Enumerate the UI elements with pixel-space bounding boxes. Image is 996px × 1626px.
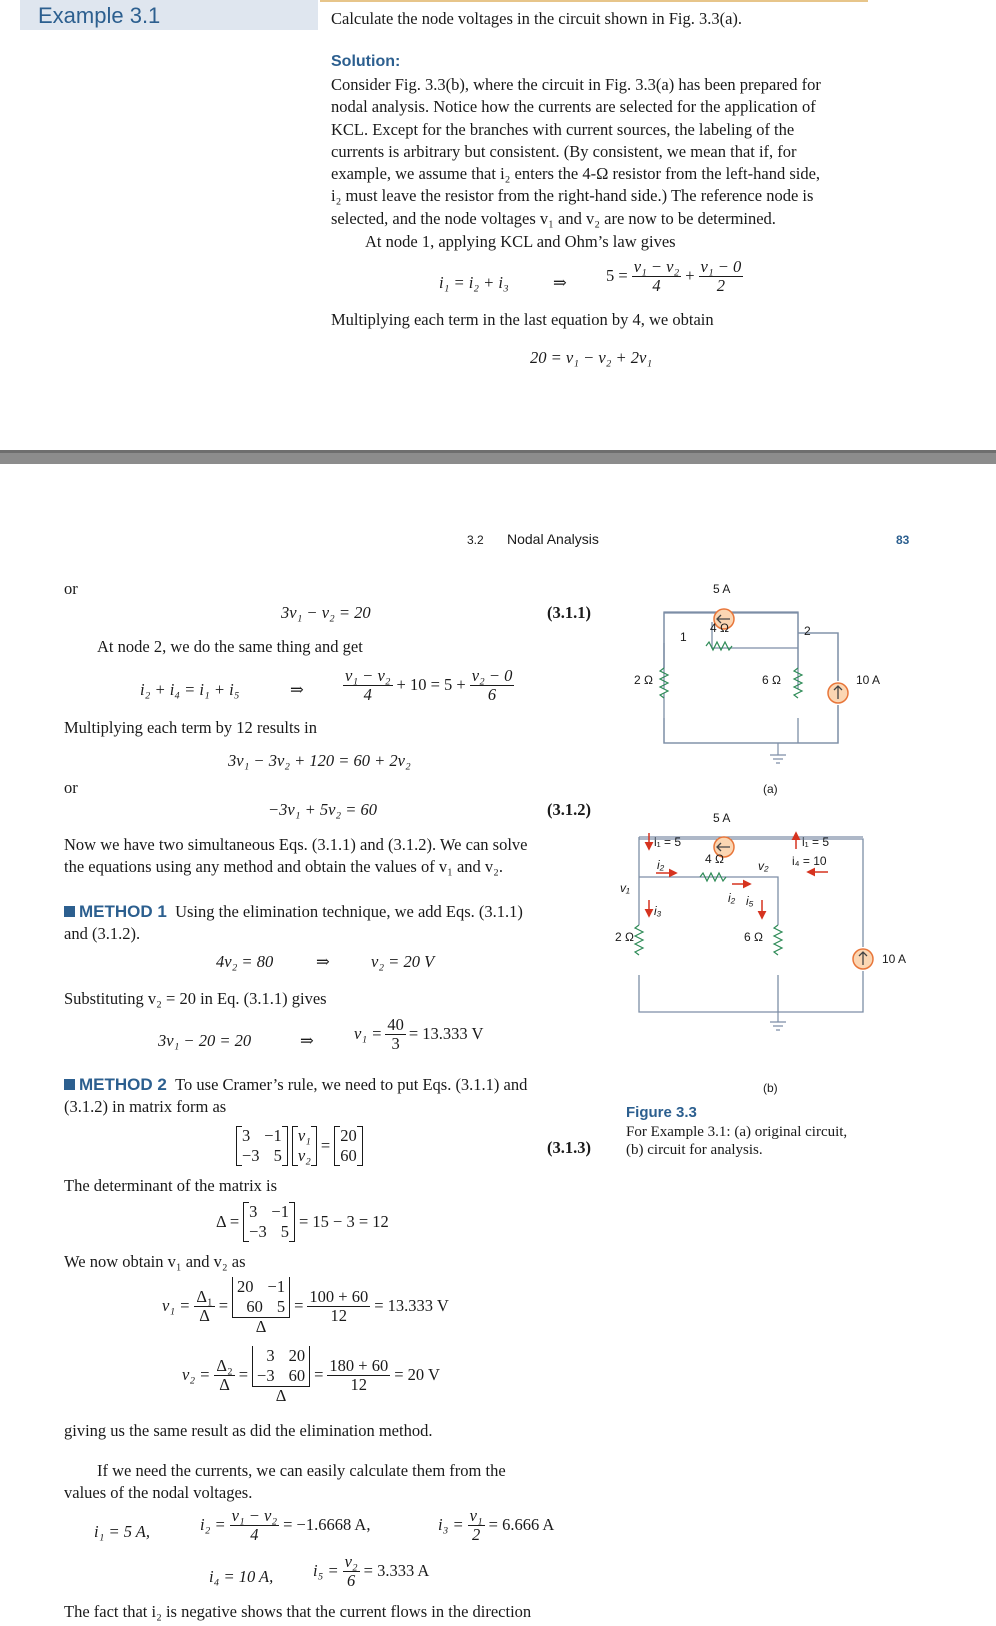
solution-label: Solution: (331, 53, 401, 70)
implies-arrow: ⇒ (290, 680, 304, 699)
matrix-cell: 60 (288, 1366, 306, 1385)
frac-den: Δ (255, 1317, 267, 1336)
determinant-equation (216, 1202, 389, 1242)
implies-arrow: ⇒ (300, 1031, 314, 1050)
frac-den: 4 (652, 276, 661, 296)
fraction (699, 258, 744, 295)
frac-num: Δ₂ (216, 1355, 233, 1375)
para-line: KCL. Except for the branches with current sources, the labeling of the (331, 119, 795, 139)
label-i5: i₅ (746, 894, 754, 908)
para-line: values of the nodal voltages. (64, 1483, 253, 1503)
frac-den: 4 (363, 685, 372, 705)
matrix-cell: 20 (340, 1126, 357, 1145)
ground-icon (770, 1012, 786, 1030)
v1-cramer: v₁ = $\frac{\text{Δ₁}}{\Delta}$ = 20 −1 60 5 Δ = $\frac{100 + 60}{12}$ = 13.333 V (162, 1277, 449, 1336)
problem-statement: Calculate the node voltages in the circuit shown in Fig. 3.3(a). (331, 9, 743, 28)
method2-text: To use Cramer’s rule, we need to put Eqs. (3.1.1) and (175, 1075, 528, 1094)
equation-tag-313: (3.1.3) (547, 1138, 591, 1157)
eq-middle: + 10 = 5 + (396, 675, 466, 695)
page-divider-edge (0, 450, 996, 453)
last-line: The fact that i₂ is negative shows that the current flows in the direction (64, 1602, 532, 1621)
m1-eq-b: v₂ = 20 V (371, 952, 435, 971)
v2-lhs: v₂ = (182, 1365, 211, 1385)
fraction (632, 258, 682, 295)
label-b: (b) (763, 1081, 778, 1095)
unknown-vector (292, 1126, 317, 1166)
ground-icon (770, 743, 786, 763)
fraction (214, 1357, 234, 1394)
para-line: If we need the currents, we can easily calculate them from the (97, 1461, 506, 1480)
caption-line: (b) circuit for analysis. (626, 1142, 763, 1158)
method-marker (64, 1079, 75, 1090)
label-a: (a) (763, 782, 778, 796)
label-2-ohm: 2 Ω (634, 673, 653, 687)
currents-paragraph (64, 1460, 600, 1505)
current-i4: i₄ = 10 A, (209, 1567, 274, 1586)
label-v2: v₂ (758, 859, 769, 873)
label-i1: i₁ = 5 (654, 835, 682, 849)
determinant-line: The determinant of the matrix is (64, 1176, 278, 1195)
label-i4: i₄ = 10 (792, 854, 827, 868)
circuit-b (615, 811, 906, 1095)
matrix-equation (236, 1126, 363, 1166)
figure-caption (626, 1123, 847, 1159)
m1-v1-result (354, 1016, 483, 1053)
label-5a: 5 A (713, 582, 731, 596)
determinant-value: = 15 − 3 = 12 (298, 1211, 389, 1231)
example-header-rule (320, 0, 868, 2)
para-line: example, we assume that i₂ enters the 4-Ω resistor from the left-hand side, (331, 164, 821, 184)
para-line: selected, and the node voltages v₁ and v₂ are now to be determined. (331, 208, 776, 228)
label-i2-b: i₂ (728, 891, 736, 905)
example-label: Example 3.1 (38, 3, 161, 28)
frac-den: Δ (219, 1375, 230, 1395)
matrix-cell: 20 (288, 1346, 306, 1365)
equation-tag-311: (3.1.1) (547, 603, 591, 622)
plus: + (685, 266, 695, 286)
matrix-cell: v₂ (297, 1146, 311, 1165)
eq-120: 3v₁ − 3v₂ + 120 = 60 + 2v₂ (228, 751, 411, 770)
v1-value: = 13.333 V (408, 1024, 484, 1044)
node1-line: At node 1, applying KCL and Ohm’s law gives (365, 232, 676, 251)
matrix-cell: 60 (246, 1297, 263, 1316)
frac-num (232, 1277, 290, 1318)
matrix-cell: −1 (271, 1202, 289, 1221)
implies-arrow: ⇒ (553, 273, 567, 292)
wire (664, 612, 838, 743)
determinant (232, 1277, 290, 1317)
frac-num: v₁ − 0 (700, 257, 742, 276)
i3-value: = 6.666 A (488, 1515, 555, 1535)
frac-den: Δ (275, 1386, 287, 1405)
frac-den: 4 (250, 1525, 259, 1545)
v2-value: = 20 V (394, 1365, 440, 1385)
para-line: i₂ must leave the resistor from the right-hand side.) The reference node is (331, 186, 814, 206)
solution-paragraph (331, 74, 871, 230)
v1-lhs: v₁ = (162, 1296, 191, 1316)
frac-num: v₂ − 0 (471, 666, 513, 685)
matrix-cell: 60 (340, 1146, 357, 1165)
label-2-ohm: 2 Ω (615, 930, 634, 944)
resistor-6-ohm (774, 925, 782, 955)
para-line: currents is arbitrary but consistent. (By consistent, we mean that if, for (331, 141, 797, 161)
frac-num: v₁ − v₂ (345, 666, 391, 685)
kcl-node1-lhs: i₁ = i₂ + i₃ (439, 273, 509, 292)
section-number: 3.2 (467, 533, 484, 547)
matrix-cell: 5 (273, 1146, 282, 1165)
label-6-ohm: 6 Ω (744, 930, 763, 944)
label-i3: i₃ (654, 904, 662, 918)
label-5a: 5 A (713, 811, 731, 825)
or-word: or (64, 579, 78, 598)
para-line: Now we have two simultaneous Eqs. (3.1.1) and (3.1.2). We can solve (64, 835, 528, 854)
frac-num (252, 1346, 310, 1387)
node2-line: At node 2, we do the same thing and get (97, 637, 363, 656)
matrix-cell: 20 (237, 1277, 254, 1296)
frac-num: 100 + 60 (309, 1286, 369, 1306)
label-6-ohm: 6 Ω (762, 673, 781, 687)
caption-line: For Example 3.1: (a) original circuit, (626, 1124, 848, 1140)
para-line: the equations using any method and obtain the values of v₁ and v₂. (64, 857, 504, 877)
or-word: or (64, 778, 78, 797)
fraction (252, 1346, 310, 1405)
circuit-a (634, 582, 880, 796)
frac-num: v₂ (344, 1552, 358, 1571)
equation-311: 3v₁ − v₂ = 20 (281, 603, 371, 622)
i2-value: = −1.6668 A, (283, 1515, 371, 1535)
para-line: nodal analysis. Notice how the currents are selected for the application of (331, 97, 816, 117)
method1-paragraph (64, 901, 523, 946)
label-node-1: 1 (680, 630, 687, 644)
matrix-cell: v₁ (297, 1126, 311, 1145)
frac-num: 40 (387, 1015, 404, 1034)
label-10a: 10 A (856, 673, 881, 687)
method2-paragraph (64, 1074, 527, 1119)
matrix-cell: −1 (264, 1126, 282, 1145)
determinant-matrix (243, 1202, 295, 1242)
fraction (327, 1357, 390, 1394)
matrix-cell: −3 (242, 1146, 260, 1165)
matrix-cell: 5 (280, 1222, 289, 1241)
current-i1: i₁ = 5 A, (94, 1522, 150, 1541)
matrix-cell: 3 (242, 1126, 251, 1145)
fraction (343, 667, 393, 704)
frac-num: 180 + 60 (329, 1355, 389, 1375)
frac-num: v₁ − v₂ (633, 257, 680, 276)
substitute-line: Substituting v₂ = 20 in Eq. (3.1.1) gives (64, 989, 327, 1008)
i2-lhs: i₂ = (200, 1515, 226, 1535)
frac-den: 6 (487, 685, 497, 705)
frac-den: 6 (347, 1571, 356, 1591)
label-4-ohm: 4 Ω (710, 621, 729, 635)
rhs-vector (334, 1126, 363, 1166)
fraction (470, 667, 515, 704)
equals: = (320, 1135, 331, 1155)
obtain-line: We now obtain v₁ and v₂ as (64, 1252, 246, 1271)
label-i2: i₂ (657, 858, 665, 872)
resistor-2-ohm (635, 925, 643, 955)
matrix-cell: 3 (249, 1202, 258, 1221)
method2-tag: METHOD 2 (79, 1075, 167, 1094)
matrix-cell: −3 (257, 1366, 275, 1385)
frac-den: 2 (472, 1525, 481, 1545)
equation-312: −3v₁ + 5v₂ = 60 (268, 800, 378, 819)
frac-num: Δ₁ (196, 1286, 213, 1306)
kcl-node2-lhs: i₂ + i₄ = i₁ + i₅ (140, 680, 240, 699)
matrix-cell: −1 (267, 1277, 286, 1296)
v2-cramer: v₂ = $\frac{\text{Δ₂}}{\Delta}$ = 3 20 −3 60 Δ = $\frac{180 + 60}{12}$ = 20 V (182, 1346, 440, 1405)
matrix-cell: −3 (249, 1222, 267, 1241)
fraction (385, 1016, 406, 1053)
fraction (232, 1277, 290, 1336)
m1-eq-a: 4v₂ = 80 (216, 952, 274, 971)
i3-lhs: i₃ = (438, 1515, 464, 1535)
fraction (343, 1553, 360, 1590)
frac-num: v₁ (469, 1506, 483, 1525)
label-i1-right: i₁ = 5 (802, 835, 830, 849)
frac-den: Δ (199, 1306, 210, 1326)
frac-den: 2 (716, 276, 725, 296)
label-4-ohm: 4 Ω (705, 852, 724, 866)
frac-den: 12 (330, 1306, 348, 1326)
frac-num: v₁ − v₂ (231, 1506, 278, 1525)
current-i5 (313, 1553, 429, 1590)
section-title: Nodal Analysis (507, 531, 599, 547)
kcl-node2-rhs (343, 667, 514, 704)
method1-tag: METHOD 1 (79, 902, 167, 921)
coefficient-matrix (236, 1126, 288, 1166)
fraction (468, 1507, 485, 1544)
circuit-figure (615, 575, 960, 1115)
multiply-12-line: Multiplying each term by 12 results in (64, 718, 317, 737)
fraction (194, 1288, 214, 1325)
current-i2 (200, 1507, 370, 1544)
resistor-4-ohm (706, 642, 732, 650)
v1-lhs: v₁ = (354, 1024, 383, 1044)
method1-text: Using the elimination technique, we add Eqs. (3.1.1) (175, 902, 523, 921)
current-i3 (438, 1507, 554, 1544)
equation-tag-312: (3.1.2) (547, 800, 591, 819)
i5-lhs: i₅ = (313, 1561, 339, 1581)
i5-value: = 3.333 A (363, 1561, 430, 1581)
method1-text2: and (3.1.2). (64, 924, 141, 944)
implies-arrow: ⇒ (316, 952, 330, 971)
multiply-line: Multiplying each term in the last equation by 4, we obtain (331, 310, 714, 329)
simultaneous-paragraph (64, 834, 527, 879)
label-node-2: 2 (804, 624, 811, 638)
page-number: 83 (896, 533, 910, 547)
wire (639, 877, 778, 1012)
m1-eq-c: 3v₁ − 20 = 20 (158, 1031, 252, 1050)
method-marker (64, 906, 75, 917)
v1-value: = 13.333 V (374, 1296, 449, 1316)
eq-twenty: 20 = v₁ − v₂ + 2v₁ (530, 348, 653, 367)
fraction (230, 1507, 280, 1544)
figure-caption-title: Figure 3.3 (626, 1104, 697, 1121)
eq-five: 5 = (606, 266, 628, 286)
para-line: Consider Fig. 3.3(b), where the circuit in Fig. 3.3(a) has been prepared for (331, 75, 821, 94)
wire (639, 837, 863, 1012)
matrix-cell: 3 (266, 1346, 275, 1365)
label-v1: v₁ (620, 881, 630, 895)
frac-den: 12 (350, 1375, 368, 1395)
frac-den: 3 (391, 1034, 400, 1054)
delta-lhs: Δ = (216, 1211, 240, 1231)
label-10a: 10 A (882, 952, 907, 966)
method2-text2: (3.1.2) in matrix form as (64, 1097, 227, 1117)
fraction (307, 1288, 370, 1325)
determinant (252, 1346, 310, 1386)
kcl-node1-rhs (606, 258, 743, 295)
matrix-cell: 5 (276, 1297, 286, 1316)
giving-line: giving us the same result as did the elimination method. (64, 1421, 433, 1440)
